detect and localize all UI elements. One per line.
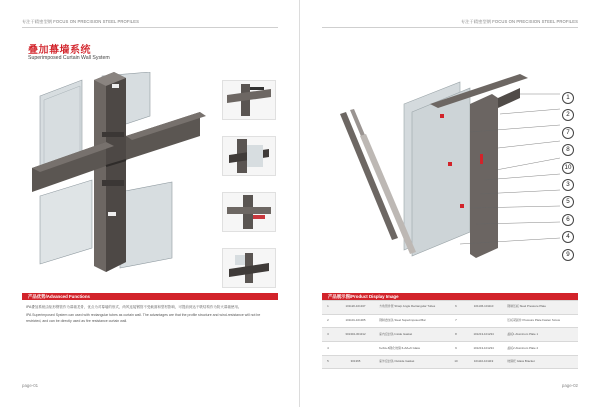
table-row [322, 342, 578, 356]
part-name: 玻璃托 Glass Bracket [505, 355, 578, 369]
table-row [322, 301, 578, 315]
table-row [322, 328, 578, 342]
callout-marker: 7 [562, 127, 574, 139]
profile-detail-2-image [222, 136, 276, 176]
callout-marker: 1 [562, 92, 574, 104]
part-number: 1 [322, 301, 334, 315]
callout-marker: 9 [562, 249, 574, 261]
part-number: 8 [450, 328, 462, 342]
part-code: 101120-101347 [334, 301, 377, 315]
part-code: 101106-101110 [462, 301, 505, 315]
part-callouts [562, 92, 578, 266]
table-row [322, 314, 578, 328]
advantages-text-en: IPA Superimposed System can used with rectangular tubes as curtain wall. The advantages are that the profile structure and wind-resistance will not be restricted, and can be directly used as fire resistance curtain wall. [26, 312, 261, 323]
part-name: 压板紧固件 Pressure Plate Fasten Screw [505, 314, 578, 328]
page-header: 专注于精密型钢 FOCUS ON PRECISION STEEL PROFILES [22, 19, 140, 24]
parts-table [322, 300, 578, 369]
part-code [462, 314, 505, 328]
callout-marker: 10 [562, 162, 574, 174]
detail-thumbnails [222, 80, 278, 304]
part-number: 6 [450, 301, 462, 315]
part-name: 室内密封条 Inside Gasket [377, 328, 450, 342]
part-name: 方角管件管 Sharp Angle Rectangular Tubes [377, 301, 450, 315]
part-code: 101101-101305 [334, 314, 377, 328]
part-name: 钢制压板 Steel Pressure Plate [505, 301, 578, 315]
exploded-assembly-image [320, 74, 560, 274]
part-name: 钢制叠加条 Steel Superimposed Bar [377, 314, 450, 328]
header-divider [322, 27, 578, 28]
part-name: 室外密封条 Outside Gasket [377, 355, 450, 369]
part-number: 10 [450, 355, 462, 369]
advantages-heading: 产品优势/Advanced Functions [22, 293, 278, 300]
table-row [322, 355, 578, 369]
advantages-text [26, 305, 276, 326]
part-name: 盖板2 Aluminum Plate 2 [505, 342, 578, 356]
callout-marker: 8 [562, 144, 574, 156]
part-number: 7 [450, 314, 462, 328]
profile-detail-4-image [222, 248, 276, 288]
callout-marker: 4 [562, 231, 574, 243]
part-number: 5 [322, 355, 334, 369]
right-page [300, 0, 600, 407]
section-title-en: Superimposed Curtain Wall System [28, 55, 110, 61]
part-number: 9 [450, 342, 462, 356]
page-number: page-02 [561, 383, 578, 388]
page-header: 专注于精密型钢 FOCUS ON PRECISION STEEL PROFILES [460, 19, 578, 24]
profile-detail-3-image [222, 192, 276, 232]
callout-marker: 3 [562, 179, 574, 191]
product-display-heading: 产品展示图/Product Display Image [322, 293, 578, 300]
part-code: 301365 [334, 355, 377, 369]
section-title-cn: 叠加幕墙系统 [28, 45, 91, 56]
profile-detail-1-image [222, 80, 276, 120]
curtain-wall-cross-section-image [22, 72, 212, 278]
part-code: 301304-301312 [334, 328, 377, 342]
page-number: page-01 [22, 383, 39, 388]
callout-marker: 5 [562, 196, 574, 208]
part-number: 3 [322, 328, 334, 342]
part-number: 4 [322, 342, 334, 356]
callout-marker: 6 [562, 214, 574, 226]
part-code: 101110-101119 [462, 355, 505, 369]
part-code [334, 342, 377, 356]
part-name: 6+6A+6钢化玻璃 6+6A+6 Glass [377, 342, 450, 356]
advantages-text-cn: IPA叠加系统由矩形钢管作为幕墙龙骨，优点为对幕墙的形式，尚风连接钢管不受截面和型材影响，可提前到达干吸结构作为防火幕墙使用。 [26, 305, 242, 309]
part-name: 盖板1 Aluminum Plate 1 [505, 328, 578, 342]
part-code: 101213-101234 [462, 328, 505, 342]
part-code: 101213-101234 [462, 342, 505, 356]
callout-marker: 2 [562, 109, 574, 121]
part-number: 2 [322, 314, 334, 328]
header-divider [22, 27, 278, 28]
